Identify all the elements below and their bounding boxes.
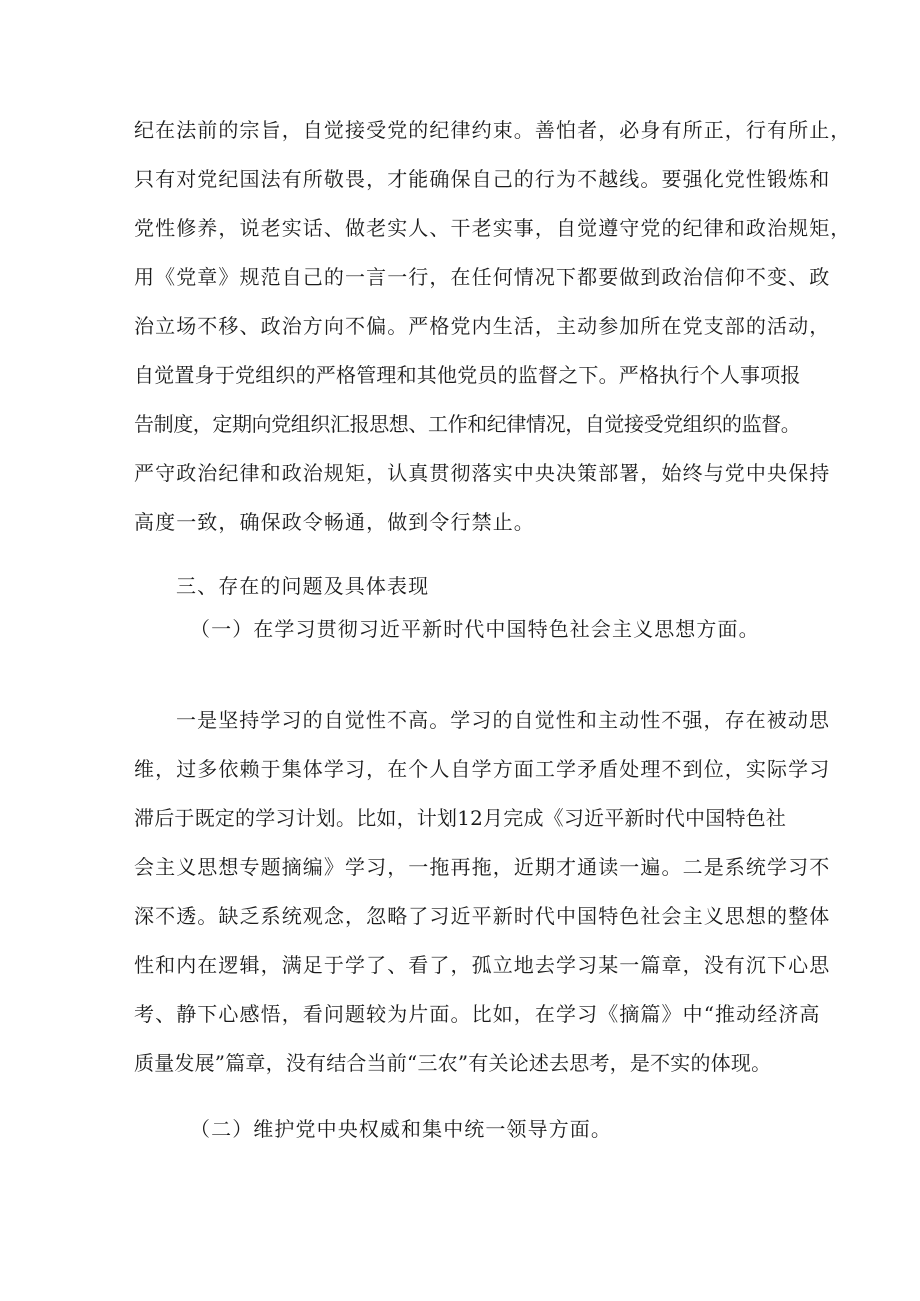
paragraph-line: 治立场不移、政治方向不偏。严格党内生活，主动参加所在党支部的活动， bbox=[134, 314, 831, 338]
paragraph-line: 滞后于既定的学习计划。比如，计划12月完成《习近平新时代中国特色社 bbox=[134, 806, 787, 830]
subsection-heading-1: （一）在学习贯彻习近平新时代中国特色社会主义思想方面。 bbox=[190, 617, 760, 641]
paragraph-line: 严守政治纪律和政治规矩，认真贯彻落实中央决策部署，始终与党中央保持 bbox=[134, 461, 831, 485]
paragraph-line: 会主义思想专题摘编》学习，一拖再拖，近期才通读一遍。二是系统学习不 bbox=[134, 855, 831, 879]
paragraph-line: 自觉置身于党组织的严格管理和其他党员的监督之下。严格执行个人事项报 bbox=[134, 363, 801, 387]
paragraph-line: 性和内在逻辑，满足于学了、看了，孤立地去学习某一篇章，没有沉下心思 bbox=[134, 953, 831, 977]
paragraph-line: 维，过多依赖于集体学习，在个人自学方面工学矛盾处理不到位，实际学习 bbox=[134, 757, 831, 781]
paragraph-line: 高度一致，确保政令畅通，做到令行禁止。 bbox=[134, 510, 535, 534]
paragraph-line: 质量发展”篇章，没有结合当前“三农”有关论述去思考，是不实的体现。 bbox=[134, 1051, 772, 1075]
subsection-heading-2: （二）维护党中央权威和集中统一领导方面。 bbox=[190, 1117, 612, 1141]
paragraph-line: 党性修养，说老实话、做老实人、干老实事，自觉遵守党的纪律和政治规矩， bbox=[134, 216, 852, 240]
paragraph-line: 告制度，定期向党组织汇报思想、工作和纪律情况，自觉接受党组织的监督。 bbox=[134, 412, 801, 436]
section-heading: 三、存在的问题及具体表现 bbox=[176, 574, 430, 598]
paragraph-line: 考、静下心感悟，看问题较为片面。比如，在学习《摘篇》中“推动经济高 bbox=[134, 1002, 821, 1026]
paragraph-line: 只有对党纪国法有所敬畏，才能确保自己的行为不越线。要强化党性锻炼和 bbox=[134, 167, 831, 191]
paragraph-line: 深不透。缺乏系统观念，忽略了习近平新时代中国特色社会主义思想的整体 bbox=[134, 904, 831, 928]
paragraph-line: 纪在法前的宗旨，自觉接受党的纪律约束。善怕者，必身有所正，行有所止， bbox=[134, 118, 852, 142]
paragraph-line: 一是坚持学习的自觉性不高。学习的自觉性和主动性不强，存在被动思 bbox=[176, 708, 831, 732]
paragraph-line: 用《党章》规范自己的一言一行，在任何情况下都要做到政治信仰不变、政 bbox=[134, 265, 831, 289]
